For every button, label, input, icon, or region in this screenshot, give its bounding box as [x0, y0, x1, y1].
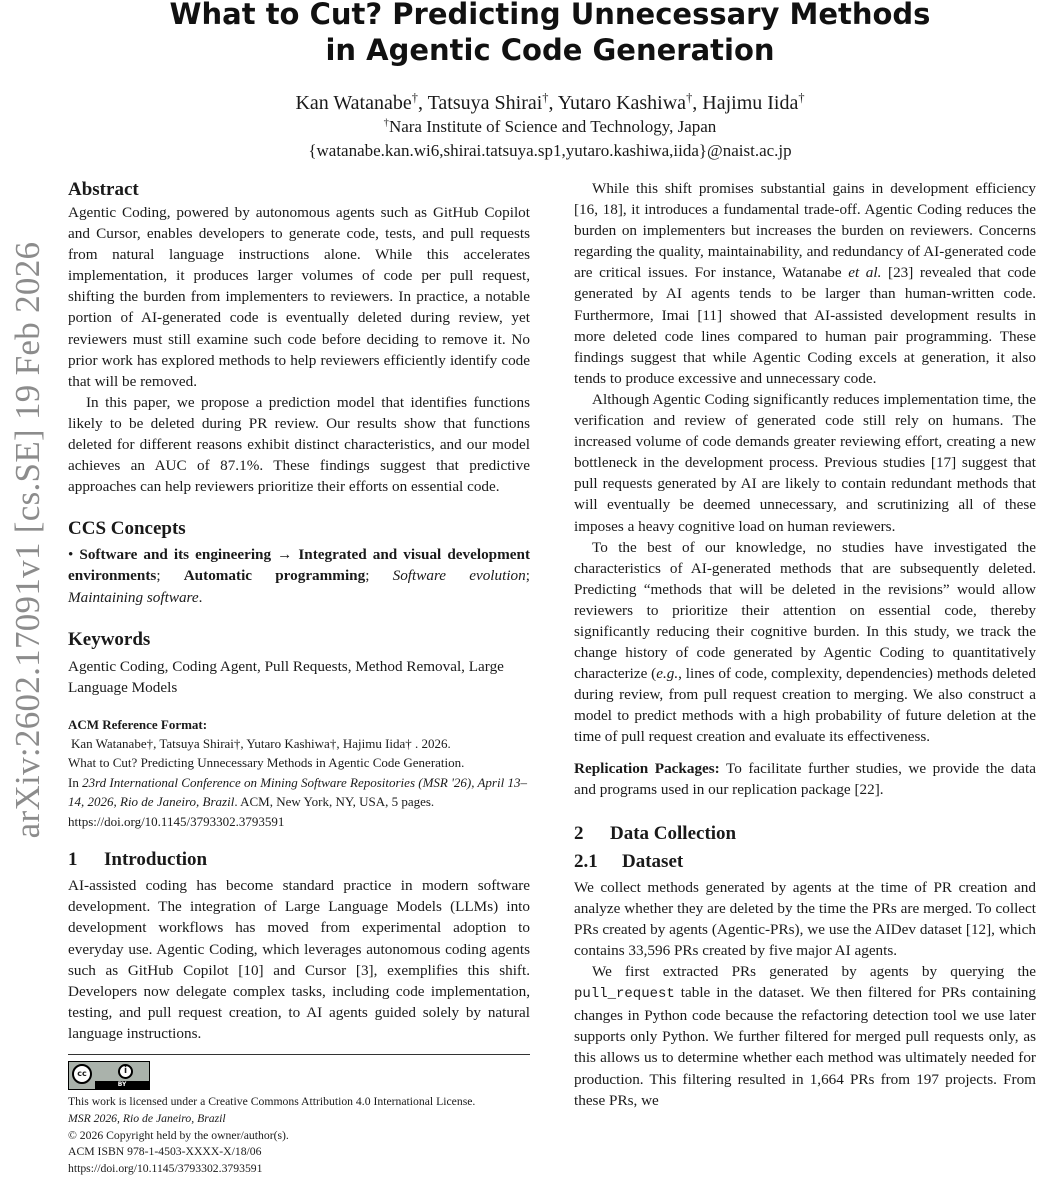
- text-run: et al.: [848, 264, 882, 282]
- title-line-2: in Agentic Code Generation: [325, 33, 775, 67]
- by-label: BY: [95, 1081, 149, 1089]
- isbn-text: ACM ISBN 978-1-4503-XXXX-X/18/06: [68, 1145, 262, 1159]
- introduction-paragraph-3: Although Agentic Coding significantly reduces implementation time, the verification and review of generated code still rely on humans. The increased volume of code demands greater reviewing effort, creating a new bottleneck in the development process. Previous studies [17] suggest that pull requests generated by AI are likely to contain redundant methods that will eventually be deemed unnecessary, and scrutinizing all of these imposes a heavy cognitive load on human reviewers.: [574, 390, 1036, 535]
- ccs-concepts: [68, 544, 530, 607]
- keywords-heading: Keywords: [68, 628, 151, 650]
- separator: ;: [365, 567, 393, 585]
- footnote-divider: [68, 1054, 530, 1055]
- affiliation-mark: †: [383, 117, 389, 129]
- abstract-paragraph-1: Agentic Coding, powered by autonomous agents such as GitHub Copilot and Cursor, enables developers to generate code, tests, and pull requests from natural language instructions alone. While this accelerates implementation, it produces larger volumes of code per pull request, shifting the burden from implementers to reviewers. In practice, a notable portion of AI-generated code is eventually deleted during review, yet reviewers must still examine such code before deciding to remove it. No prior work has explored methods to help reviewers efficiently identify code that will be removed.: [68, 204, 530, 390]
- acm-reference-body: [68, 734, 530, 832]
- replication-text: To facilitate further studies, we provide the data and programs used in our replication package [22].: [574, 759, 1036, 798]
- author-separator: ,: [417, 92, 428, 114]
- attribution-person-icon: i: [118, 1064, 133, 1079]
- text-run: To the best of our knowledge, no studies have investigated the characteristics of AI-generated methods that are subsequently deleted. Predicting “methods that will be deleted in the revisions” would allow reviewers to prioritize their attention on essential code, thereby significantly reducing their cognitive burden. In this study, we track the change history of code generated by Agentic Coding to quantitatively characterize (: [574, 538, 1036, 683]
- copyright-text: © 2026 Copyright held by the owner/author(s).: [68, 1128, 289, 1142]
- section-number: 2: [574, 822, 584, 844]
- text-run: While this shift promises substantial gains in development efficiency [16, 18], it introduces a fundamental trade-off. Agentic Coding reduces the burden on implementers but increases the burden on reviewers. Concerns regarding the quality, maintainability, and redundancy of AI-generated code are critical issues. For instance, Watanabe: [574, 180, 1036, 282]
- author-list: [0, 90, 1037, 116]
- subsection-number: 2.1: [574, 850, 598, 872]
- reference-doi-link[interactable]: https://doi.org/10.1145/3793302.3793591: [68, 813, 285, 829]
- author-emails[interactable]: {watanabe.kan.wi6,shirai.tatsuya.sp1,yutaro.kashiwa,iida}@naist.ac.jp: [308, 141, 792, 160]
- author-name: Kan Watanabe: [295, 92, 412, 114]
- cc-icon: cc: [72, 1064, 92, 1084]
- footer-venue: MSR 2026, Rio de Janeiro, Brazil: [68, 1111, 226, 1125]
- affiliation: [0, 116, 1037, 138]
- subsection-title: Dataset: [622, 850, 684, 872]
- ccs-term: Software and its engineering: [79, 546, 272, 564]
- affiliation-mark: †: [686, 90, 693, 105]
- author-name: Tatsuya Shirai: [427, 92, 543, 114]
- reference-publisher: . ACM, New York, NY, USA, 5 pages.: [234, 794, 435, 810]
- author-name: Yutaro Kashiwa: [557, 92, 687, 114]
- text-run: table in the dataset. We then filtered for PRs containing changes in Python code because the refactoring detection tool we use later supports only Python. We further filtered for merged pull requests only, as this allows us to determine whether each method was ultimately needed for production. This filtering resulted in 1,664 PRs from 197 projects. From these PRs, we: [574, 984, 1036, 1109]
- abstract-paragraph-2: In this paper, we propose a prediction model that identifies functions likely to be deleted during PR review. Our results show that functions deleted for different reasons exhibit distinct characteristics, and our model achieves an AUC of 87.1%. These findings suggest that predictive approaches can help reviewers prioritize their efforts on essential code.: [68, 393, 530, 496]
- section-title: Introduction: [104, 849, 208, 871]
- abstract-heading: Abstract: [68, 179, 139, 200]
- dataset-paragraph-2: [574, 961, 1036, 1111]
- code-identifier: pull_request: [574, 986, 675, 1003]
- text-run: , lines of code, complexity, dependencies) methods deleted during review, from pull request creation to merging. We also construct a model to predict methods with a high probability of future deletion at the time of pull request creation and evaluate its effectiveness.: [574, 665, 1036, 746]
- arrow-icon: →: [271, 546, 299, 564]
- license-footnote: [68, 1094, 530, 1178]
- text-run: [23] revealed that code generated by AI agents tends to be larger than human-written code. Furthermore, Imai [11] showed that AI-assisted development results in more deleted code lines compared to human pair programming. These findings suggest that while Agentic Coding excels at generation, it also tends to produce excessive and unnecessary code.: [574, 264, 1036, 387]
- introduction-heading: [68, 848, 530, 872]
- affiliation-text: Nara Institute of Science and Technology, Japan: [388, 117, 717, 136]
- paper-title: [0, 0, 1037, 68]
- separator: ;: [525, 567, 530, 585]
- ccs-term: Maintaining software: [68, 588, 199, 606]
- introduction-paragraph-1: AI-assisted coding has become standard practice in modern software development. The integration of Large Language Models (LLMs) into development workflows has moved from experimental adoption to everyday use. Agentic Coding, which leverages autonomous coding agents such as GitHub Copilot [10] and Cursor [3], exemplifies this shift. Developers now delegate complex tasks, including code implementation, testing, and pull request creation, to AI agents guided solely by natural language instructions.: [68, 877, 530, 1042]
- left-column: [68, 178, 530, 1178]
- reference-venue: 23rd International Conference on Mining Software Repositories (MSR '26), April 13–14, 2026, Rio de Janeiro, Brazil: [68, 774, 527, 810]
- affiliation-mark: †: [542, 90, 549, 105]
- reference-title: What to Cut? Predicting Unnecessary Methods in Agentic Code Generation.: [68, 755, 465, 771]
- text-run: We first extracted PRs generated by agents by querying the: [592, 963, 1036, 981]
- separator: ;: [156, 567, 184, 585]
- dataset-subheading: [574, 850, 1036, 874]
- section-title: Data Collection: [610, 822, 737, 844]
- section-number: 1: [68, 849, 78, 871]
- keywords-text: Agentic Coding, Coding Agent, Pull Requests, Method Removal, Large Language Models: [68, 657, 504, 696]
- ccs-heading: CCS Concepts: [68, 518, 186, 540]
- acm-reference-heading: ACM Reference Format:: [68, 716, 208, 732]
- data-collection-heading: [574, 822, 1036, 846]
- period: .: [198, 588, 203, 606]
- ccs-term: Integrated and visual development environments: [68, 546, 531, 585]
- reference-in: In: [68, 774, 83, 790]
- replication-packages: [574, 758, 1036, 800]
- arxiv-identifier-stamp: arXiv:2602.17091v1 [cs.SE] 19 Feb 2026: [8, 241, 47, 839]
- introduction-paragraph-2: [574, 178, 1036, 389]
- footer-doi-link[interactable]: https://doi.org/10.1145/3793302.3793591: [68, 1162, 263, 1176]
- replication-label: Replication Packages:: [574, 759, 720, 777]
- author-separator: ,: [548, 92, 558, 114]
- ccs-term: Automatic programming: [183, 567, 366, 585]
- affiliation-mark: †: [798, 90, 805, 105]
- title-line-1: What to Cut? Predicting Unnecessary Methods: [169, 0, 931, 31]
- bullet: •: [68, 546, 74, 564]
- creative-commons-by-badge[interactable]: [68, 1061, 150, 1090]
- text-run: e.g.: [656, 665, 679, 683]
- author-separator: ,: [692, 92, 703, 114]
- license-text: This work is licensed under a Creative Commons Attribution 4.0 International License.: [68, 1095, 476, 1109]
- introduction-paragraph-4: [574, 537, 1036, 748]
- reference-authors: Kan Watanabe†, Tatsuya Shirai†, Yutaro Kashiwa†, Hajimu Iida† . 2026.: [71, 735, 451, 751]
- affiliation-mark: †: [411, 90, 418, 105]
- author-name: Hajimu Iida: [702, 92, 799, 114]
- right-column: [574, 178, 1036, 1111]
- dataset-paragraph-1: We collect methods generated by agents at the time of PR creation and analyze whether they are deleted by the time the PRs are merged. To collect PRs created by agents (Agentic-PRs), we use the AIDev dataset [12], which contains 33,596 PRs created by five major AI agents.: [574, 878, 1036, 959]
- ccs-term: Software evolution: [392, 567, 526, 585]
